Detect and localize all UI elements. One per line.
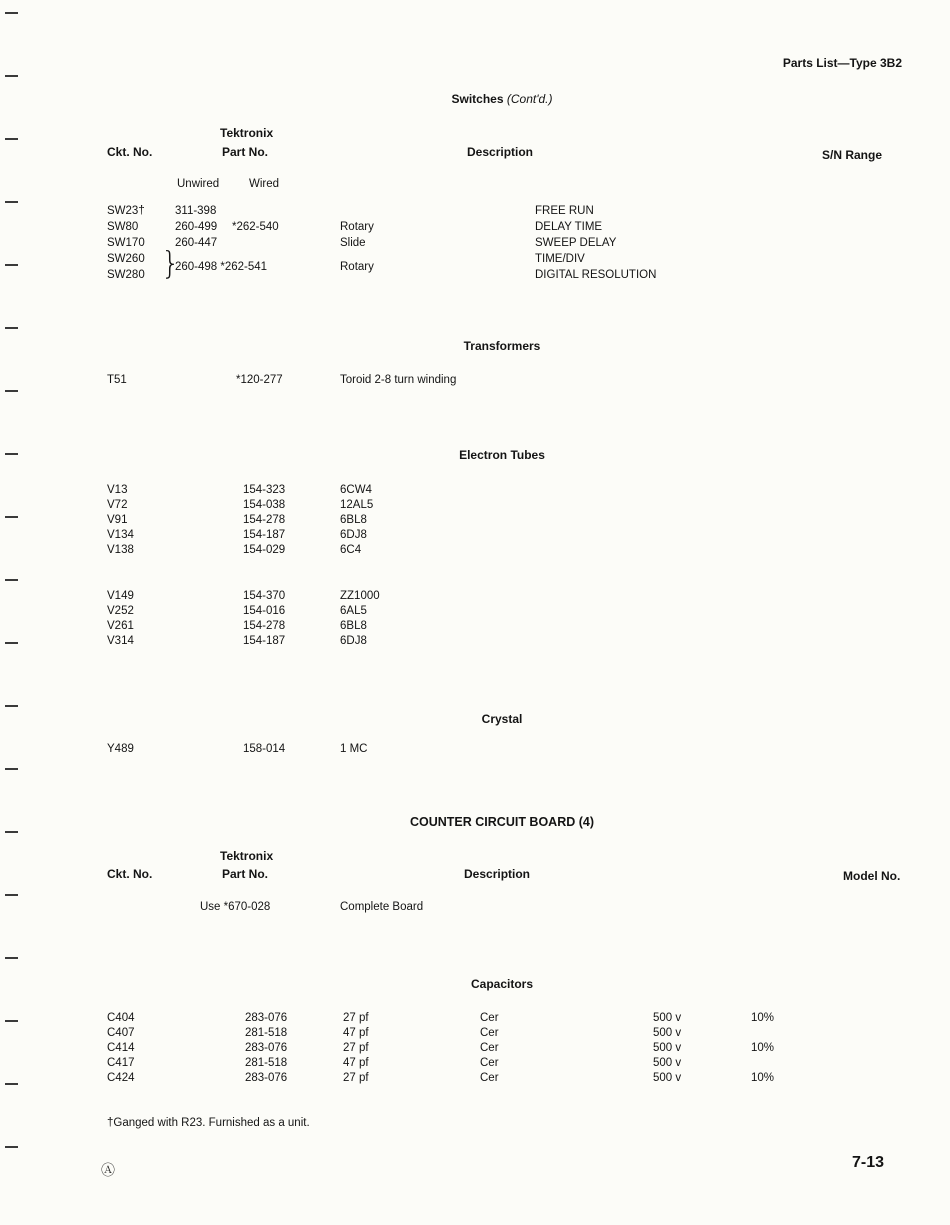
ckt-no: C424 (107, 1072, 135, 1084)
part-no: 281-518 (245, 1027, 288, 1039)
cap-value: 27 pf (343, 1012, 369, 1024)
table-row (0, 590, 950, 606)
cap-value: 47 pf (343, 1057, 369, 1069)
cap-voltage: 500 v (653, 1012, 682, 1024)
ckt-no: SW170 (107, 237, 145, 249)
table-row (0, 261, 950, 277)
table-row (0, 743, 950, 759)
ckt-no: V13 (107, 484, 128, 496)
ckt-no: V261 (107, 620, 134, 632)
col-header-description: Description (467, 145, 534, 159)
description: DELAY TIME (535, 221, 603, 233)
description: DIGITAL RESOLUTION (535, 269, 657, 281)
cap-type: Cer (480, 1027, 499, 1039)
ckt-no: SW80 (107, 221, 139, 233)
col-header-sn-range: S/N Range (822, 148, 883, 162)
table-row (0, 635, 950, 651)
table-row (0, 1012, 950, 1028)
switch-type: Rotary (340, 221, 374, 233)
cap-type: Cer (480, 1012, 499, 1024)
table-row (0, 620, 950, 636)
cap-value: 47 pf (343, 1027, 369, 1039)
col-header-description: Description (464, 867, 531, 881)
table-row (0, 237, 950, 253)
tube-type: 6AL5 (340, 605, 367, 617)
col-header-tektronix: Tektronix (220, 126, 274, 140)
table-row (0, 544, 950, 560)
table-row (0, 205, 950, 221)
tube-type: 6CW4 (340, 484, 372, 496)
ckt-no: V149 (107, 590, 134, 602)
part-no: 260-498 *262-541 (175, 261, 268, 273)
section-title-capacitors: Capacitors (470, 977, 534, 991)
col-header-model-no: Model No. (843, 869, 901, 883)
section-title-crystal: Crystal (481, 712, 523, 726)
tube-type: 6C4 (340, 544, 362, 556)
part-no: *120-277 (236, 374, 283, 386)
col-header-part-no: Part No. (222, 145, 269, 159)
part-no: 154-323 (243, 484, 286, 496)
footnote: †Ganged with R23. Furnished as a unit. (107, 1117, 310, 1129)
part-no: 154-278 (243, 620, 286, 632)
ckt-no: C407 (107, 1027, 135, 1039)
switches-title-note: (Cont'd.) (506, 92, 553, 106)
description: Toroid 2-8 turn winding (340, 374, 457, 386)
table-row (0, 374, 950, 390)
table-row (0, 901, 950, 917)
cap-value: 27 pf (343, 1072, 369, 1084)
table-row (0, 484, 950, 500)
part-no: 154-016 (243, 605, 286, 617)
switch-type: Slide (340, 237, 366, 249)
part-no: 154-038 (243, 499, 286, 511)
table-row (0, 1042, 950, 1058)
table-row (0, 1027, 950, 1043)
tube-type: 6BL8 (340, 514, 367, 526)
cap-value: 27 pf (343, 1042, 369, 1054)
cap-voltage: 500 v (653, 1027, 682, 1039)
cap-voltage: 500 v (653, 1042, 682, 1054)
ckt-no: V134 (107, 529, 134, 541)
part-no: 283-076 (245, 1042, 288, 1054)
part-no: 154-187 (243, 529, 286, 541)
cap-tolerance: 10% (751, 1072, 775, 1084)
ckt-no: C404 (107, 1012, 135, 1024)
cap-type: Cer (480, 1057, 499, 1069)
tube-type: 6DJ8 (340, 529, 367, 541)
part-no: 154-029 (243, 544, 286, 556)
col-subheader-unwired: Unwired (177, 178, 220, 190)
cap-voltage: 500 v (653, 1072, 682, 1084)
cap-type: Cer (480, 1072, 499, 1084)
page-number: 7-13 (852, 1154, 885, 1171)
col-header-part-no: Part No. (222, 867, 269, 881)
col-header-tektronix: Tektronix (220, 849, 274, 863)
part-no-unwired: 260-499 (175, 221, 218, 233)
ckt-no: V72 (107, 499, 128, 511)
switch-type: Rotary (340, 261, 374, 273)
ckt-no: SW23† (107, 205, 145, 217)
print-stamp: Ⓐ (101, 1162, 115, 1178)
group-brace: } (161, 245, 181, 282)
cap-tolerance: 10% (751, 1012, 775, 1024)
tube-type: 6BL8 (340, 620, 367, 632)
description: FREE RUN (535, 205, 594, 217)
part-no: 283-076 (245, 1012, 288, 1024)
table-row (0, 514, 950, 530)
part-no-wired: *262-540 (232, 221, 279, 233)
description: TIME/DIV (535, 253, 585, 265)
ckt-no: C417 (107, 1057, 135, 1069)
part-no: 283-076 (245, 1072, 288, 1084)
ckt-no: V252 (107, 605, 134, 617)
section-title-electron-tubes: Electron Tubes (459, 448, 545, 462)
section-title-switches (252, 92, 752, 106)
ckt-no: C414 (107, 1042, 135, 1054)
section-title-counter-board: COUNTER CIRCUIT BOARD (4) (409, 815, 595, 829)
description: Complete Board (340, 901, 424, 913)
ckt-no: SW280 (107, 269, 145, 281)
part-no: 281-518 (245, 1057, 288, 1069)
col-header-ckt-no: Ckt. No. (107, 867, 153, 881)
ckt-no: V314 (107, 635, 134, 647)
table-row (0, 1072, 950, 1088)
part-no: 154-187 (243, 635, 286, 647)
ckt-no: T51 (107, 374, 127, 386)
cap-voltage: 500 v (653, 1057, 682, 1069)
part-no: 154-278 (243, 514, 286, 526)
page-header-title: Parts List—Type 3B2 (782, 56, 902, 70)
tube-type: 6DJ8 (340, 635, 367, 647)
description: 1 MC (340, 743, 368, 755)
table-row (0, 499, 950, 515)
ckt-no: SW260 (107, 253, 145, 265)
table-row (0, 1057, 950, 1073)
section-title-transformers: Transformers (463, 339, 541, 353)
tube-type: ZZ1000 (340, 590, 380, 602)
part-no-unwired: 311-398 (175, 205, 217, 217)
ckt-no: Y489 (107, 743, 134, 755)
cap-tolerance: 10% (751, 1042, 775, 1054)
cap-type: Cer (480, 1042, 499, 1054)
col-header-ckt-no: Ckt. No. (107, 145, 153, 159)
switches-title: Switches (451, 92, 504, 106)
part-no: 154-370 (243, 590, 286, 602)
part-no: Use *670-028 (200, 901, 271, 913)
table-row (0, 529, 950, 545)
table-row (0, 221, 950, 237)
tube-type: 12AL5 (340, 499, 374, 511)
col-subheader-wired: Wired (249, 178, 280, 190)
part-no: 158-014 (243, 743, 286, 755)
part-no-unwired: 260-447 (175, 237, 218, 249)
ckt-no: V91 (107, 514, 128, 526)
table-row (0, 605, 950, 621)
ckt-no: V138 (107, 544, 134, 556)
description: SWEEP DELAY (535, 237, 617, 249)
